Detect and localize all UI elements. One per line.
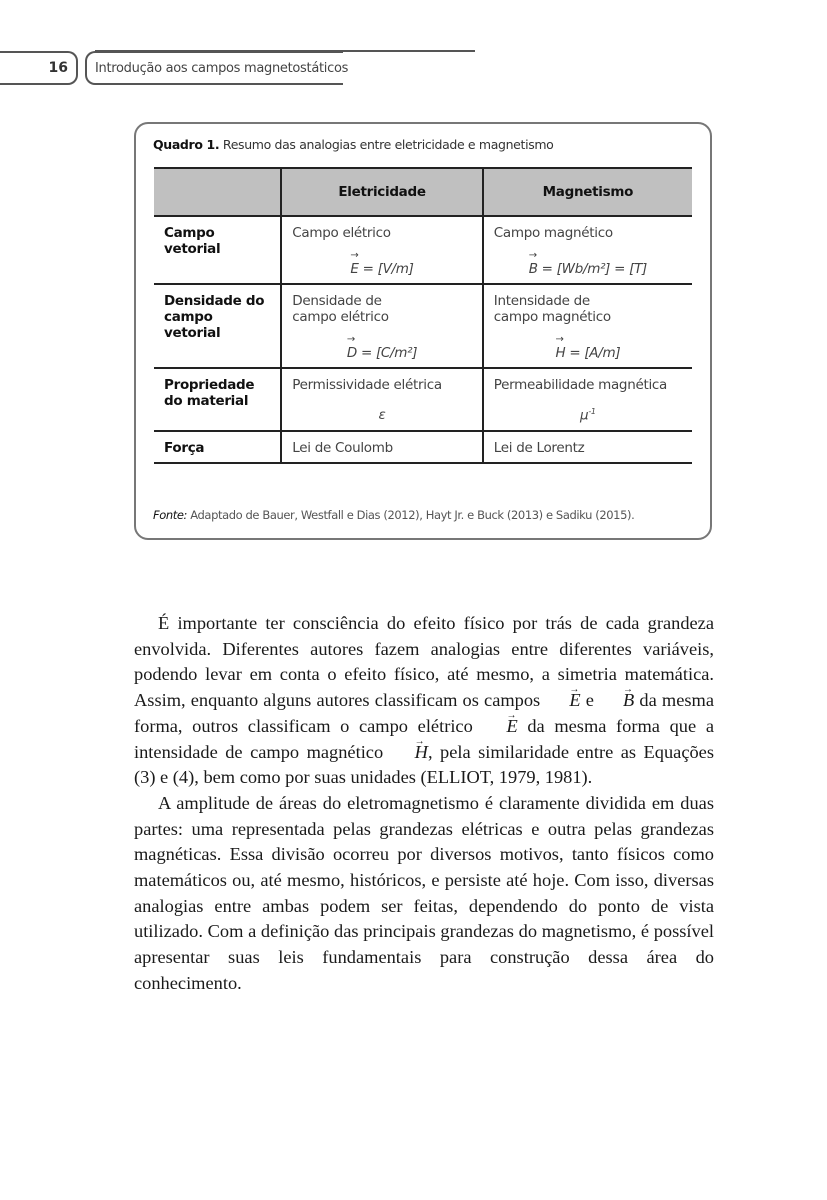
source-label: Fonte: <box>153 508 187 522</box>
formula <box>494 345 682 361</box>
cell-text: Campo magnético <box>493 225 613 241</box>
formula <box>494 261 682 277</box>
text-run: da mesma forma que a intensidade de campo magnético <box>134 715 714 762</box>
vector-B: → B <box>599 688 634 714</box>
vector-symbol: → B <box>529 261 538 277</box>
text-run: da mesma forma, outros classificam o campo elétrico <box>134 690 714 736</box>
header-magnetismo: Magnetismo <box>483 168 692 216</box>
header-eletricidade: Eletricidade <box>281 168 482 216</box>
quadro-caption <box>153 137 554 152</box>
paragraph-1 <box>134 611 714 791</box>
magnetic-cell: Lei de Lorentz <box>483 431 692 463</box>
text-run: É importante ter consciência do efeito físico por trás de cada grandeza envolvida. Diferentes autores fazem analogias entre diferentes variáveis, podendo levar em conta o efeito físico, até mesmo, a simetria matemática. Assim, enquanto alguns autores classificam os campos <box>134 613 714 711</box>
row-label: Propriedade do material <box>154 368 281 431</box>
cell-text: Densidade de campo elétrico <box>292 293 389 325</box>
table-header-row <box>154 168 692 216</box>
formula <box>494 407 682 424</box>
formula <box>292 261 471 277</box>
electric-cell: Lei de Coulomb <box>281 431 482 463</box>
magnetic-cell <box>483 368 692 431</box>
header-empty <box>154 168 281 216</box>
cell-text: Campo elétrico <box>292 225 391 241</box>
electric-cell <box>281 284 482 368</box>
formula <box>292 407 471 423</box>
row-label: Campo vetorial <box>154 216 281 284</box>
electric-cell <box>281 216 482 284</box>
body-text <box>134 611 714 997</box>
text-run: e <box>580 690 600 711</box>
cell-text: Permissividade elétrica <box>292 377 442 393</box>
magnetic-cell <box>483 216 692 284</box>
formula <box>292 345 471 361</box>
table-row <box>154 368 692 431</box>
row-label: Densidade do campo vetorial <box>154 284 281 368</box>
mu-symbol: μ <box>580 407 589 424</box>
cell-text: Intensidade de campo magnético <box>493 293 611 325</box>
paragraph-2: A amplitude de áreas do eletromagnetismo é claramente dividida em duas partes: uma representada pelas grandezas elétricas e outra pelas grandezas magnéticas. Essa divisão ocorreu por diversos motivos, tanto físicos como matemáticos ou, até mesmo, históricos, e persiste até hoje. Com isso, diversas analogias entre ambas podem ser feitas, dependendo do ponto de vista utilizado. Com a definição das principais grandezas do magnetismo, é possível apresentar suas leis fundamentais para construção dessa área do conhecimento. <box>134 792 714 993</box>
exponent: -1 <box>588 407 596 416</box>
epsilon-symbol: ε <box>378 407 386 423</box>
unit: = [Wb/m²] = [T] <box>537 261 648 277</box>
source-text: Adaptado de Bauer, Westfall e Dias (2012), Hayt Jr. e Buck (2013) e Sadiku (2015). <box>187 508 635 522</box>
cell-text: Permeabilidade magnética <box>493 377 667 393</box>
row-label: Força <box>154 431 281 463</box>
vector-E: → E <box>482 714 517 740</box>
table-row <box>154 216 692 284</box>
magnetic-cell <box>483 284 692 368</box>
unit: = [V/m] <box>358 261 414 277</box>
chapter-title: Introdução aos campos magnetostáticos <box>95 61 349 76</box>
vector-symbol: → H <box>555 345 565 361</box>
page-number: 16 <box>48 60 68 76</box>
table-row <box>154 431 692 463</box>
analogies-table <box>154 167 692 464</box>
page-number-box <box>0 51 78 85</box>
unit: = [C/m²] <box>356 345 418 361</box>
vector-H: → H <box>391 740 428 766</box>
electric-cell <box>281 368 482 431</box>
vector-symbol: → E <box>350 261 358 277</box>
table-source <box>153 508 634 522</box>
caption-label: Quadro 1. <box>153 137 220 152</box>
caption-text: Resumo das analogias entre eletricidade e magnetismo <box>219 137 554 152</box>
text-run: , pela similaridade entre as Equações (3) e (4), bem como por suas unidades (ELLIOT, 1979, 1981). <box>134 741 714 788</box>
unit: = [A/m] <box>565 345 621 361</box>
vector-symbol: → D <box>347 345 357 361</box>
vector-E: → E <box>545 688 580 714</box>
table-row <box>154 284 692 368</box>
